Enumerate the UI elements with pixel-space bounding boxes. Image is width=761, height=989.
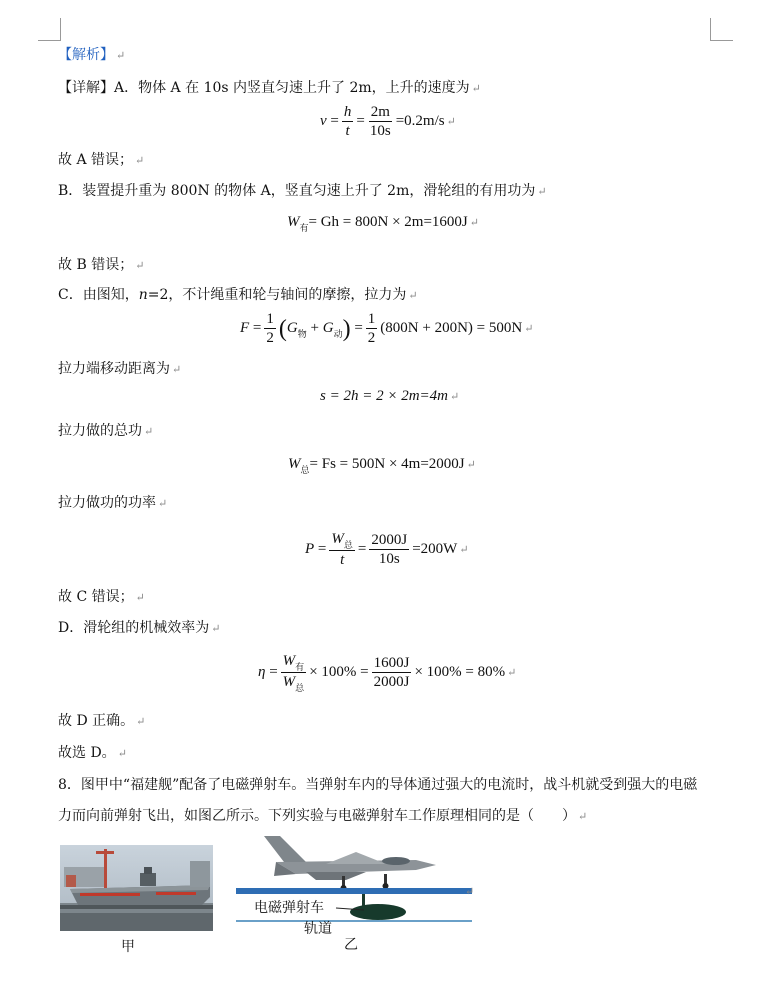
text-line: 故 D 正确。 ↵ bbox=[58, 713, 146, 729]
carrier-photo bbox=[60, 845, 213, 931]
catapult-car bbox=[350, 904, 406, 920]
figure-label-jia: 甲 bbox=[121, 939, 135, 955]
catapult-diagram bbox=[236, 832, 475, 932]
page-corner-mark-left bbox=[38, 18, 61, 41]
upper-rail bbox=[236, 888, 472, 894]
text-line: 拉力端移动距离为 ↵ bbox=[58, 361, 182, 377]
figure-label-yi: 乙 bbox=[344, 937, 358, 953]
text-line: 故 B 错误； ↵ bbox=[58, 257, 145, 273]
text-line: 故选 D。 ↵ bbox=[58, 745, 127, 761]
text-line: 【详解】A．物体 A 在 10s 内竖直匀速上升了 2m，上升的速度为 ↵ bbox=[58, 80, 481, 96]
return-mark: ↵ bbox=[465, 885, 475, 898]
analysis-heading: 【解析】 ↵ bbox=[58, 47, 126, 63]
equation-power: P = $\frac{W_总}{t}$ = $\frac{2000J}{10s}$ =200W ↵ bbox=[305, 531, 469, 568]
label-catapult-car: 电磁弹射车 bbox=[254, 900, 324, 916]
equation-velocity: v = $\frac{h}{t}$ = $\frac{2m}{10s}$ =0.2m/s ↵ bbox=[320, 104, 456, 139]
text-line: 故 C 错误； ↵ bbox=[58, 589, 145, 605]
text-line: 故 A 错误； ↵ bbox=[58, 152, 145, 168]
equation-efficiency: η = $\frac{W_有}{W_总}$ × 100% = $\frac{1600J}{2000J}$ × 100% = 80% ↵ bbox=[258, 653, 517, 694]
page-corner-mark-right bbox=[710, 18, 733, 41]
equation-distance: s = 2h = 2 × 2m=4m ↵ bbox=[320, 388, 460, 404]
label-track: 轨道 bbox=[304, 921, 332, 937]
track-line bbox=[236, 920, 472, 922]
text-line: 拉力做功的功率 ↵ bbox=[58, 495, 168, 511]
text-line: B．装置提升重为 800N 的物体 A，竖直匀速上升了 2m，滑轮组的有用功为 ↵ bbox=[58, 183, 547, 199]
fighter-jet-icon bbox=[264, 836, 436, 891]
equation-useful-work: W 有 = Gh = 800N × 2m=1600J ↵ bbox=[287, 214, 479, 234]
text-line: 拉力做的总功 ↵ bbox=[58, 423, 154, 439]
question-8-line-1: 8．图甲中“福建舰”配备了电磁弹射车。当弹射车内的导体通过强大的电流时，战斗机就受到强大的电磁 bbox=[58, 777, 698, 793]
text-line: D．滑轮组的机械效率为 ↵ bbox=[58, 620, 221, 636]
text-line: C．由图知，n=2，不计绳重和轮与轴间的摩擦，拉力为 ↵ bbox=[58, 287, 418, 303]
equation-total-work: W 总 = Fs = 500N × 4m=2000J ↵ bbox=[288, 456, 476, 476]
equation-pull-force: F = $\frac{1}{2}$ ( G 物 + G 动 ) = $\frac{1}{2}$ (800N + 200N) = 500N ↵ bbox=[240, 311, 534, 346]
question-8-line-2: 力而向前弹射飞出，如图乙所示。下列实验与电磁弹射车工作原理相同的是（ ） ↵ bbox=[58, 808, 588, 824]
